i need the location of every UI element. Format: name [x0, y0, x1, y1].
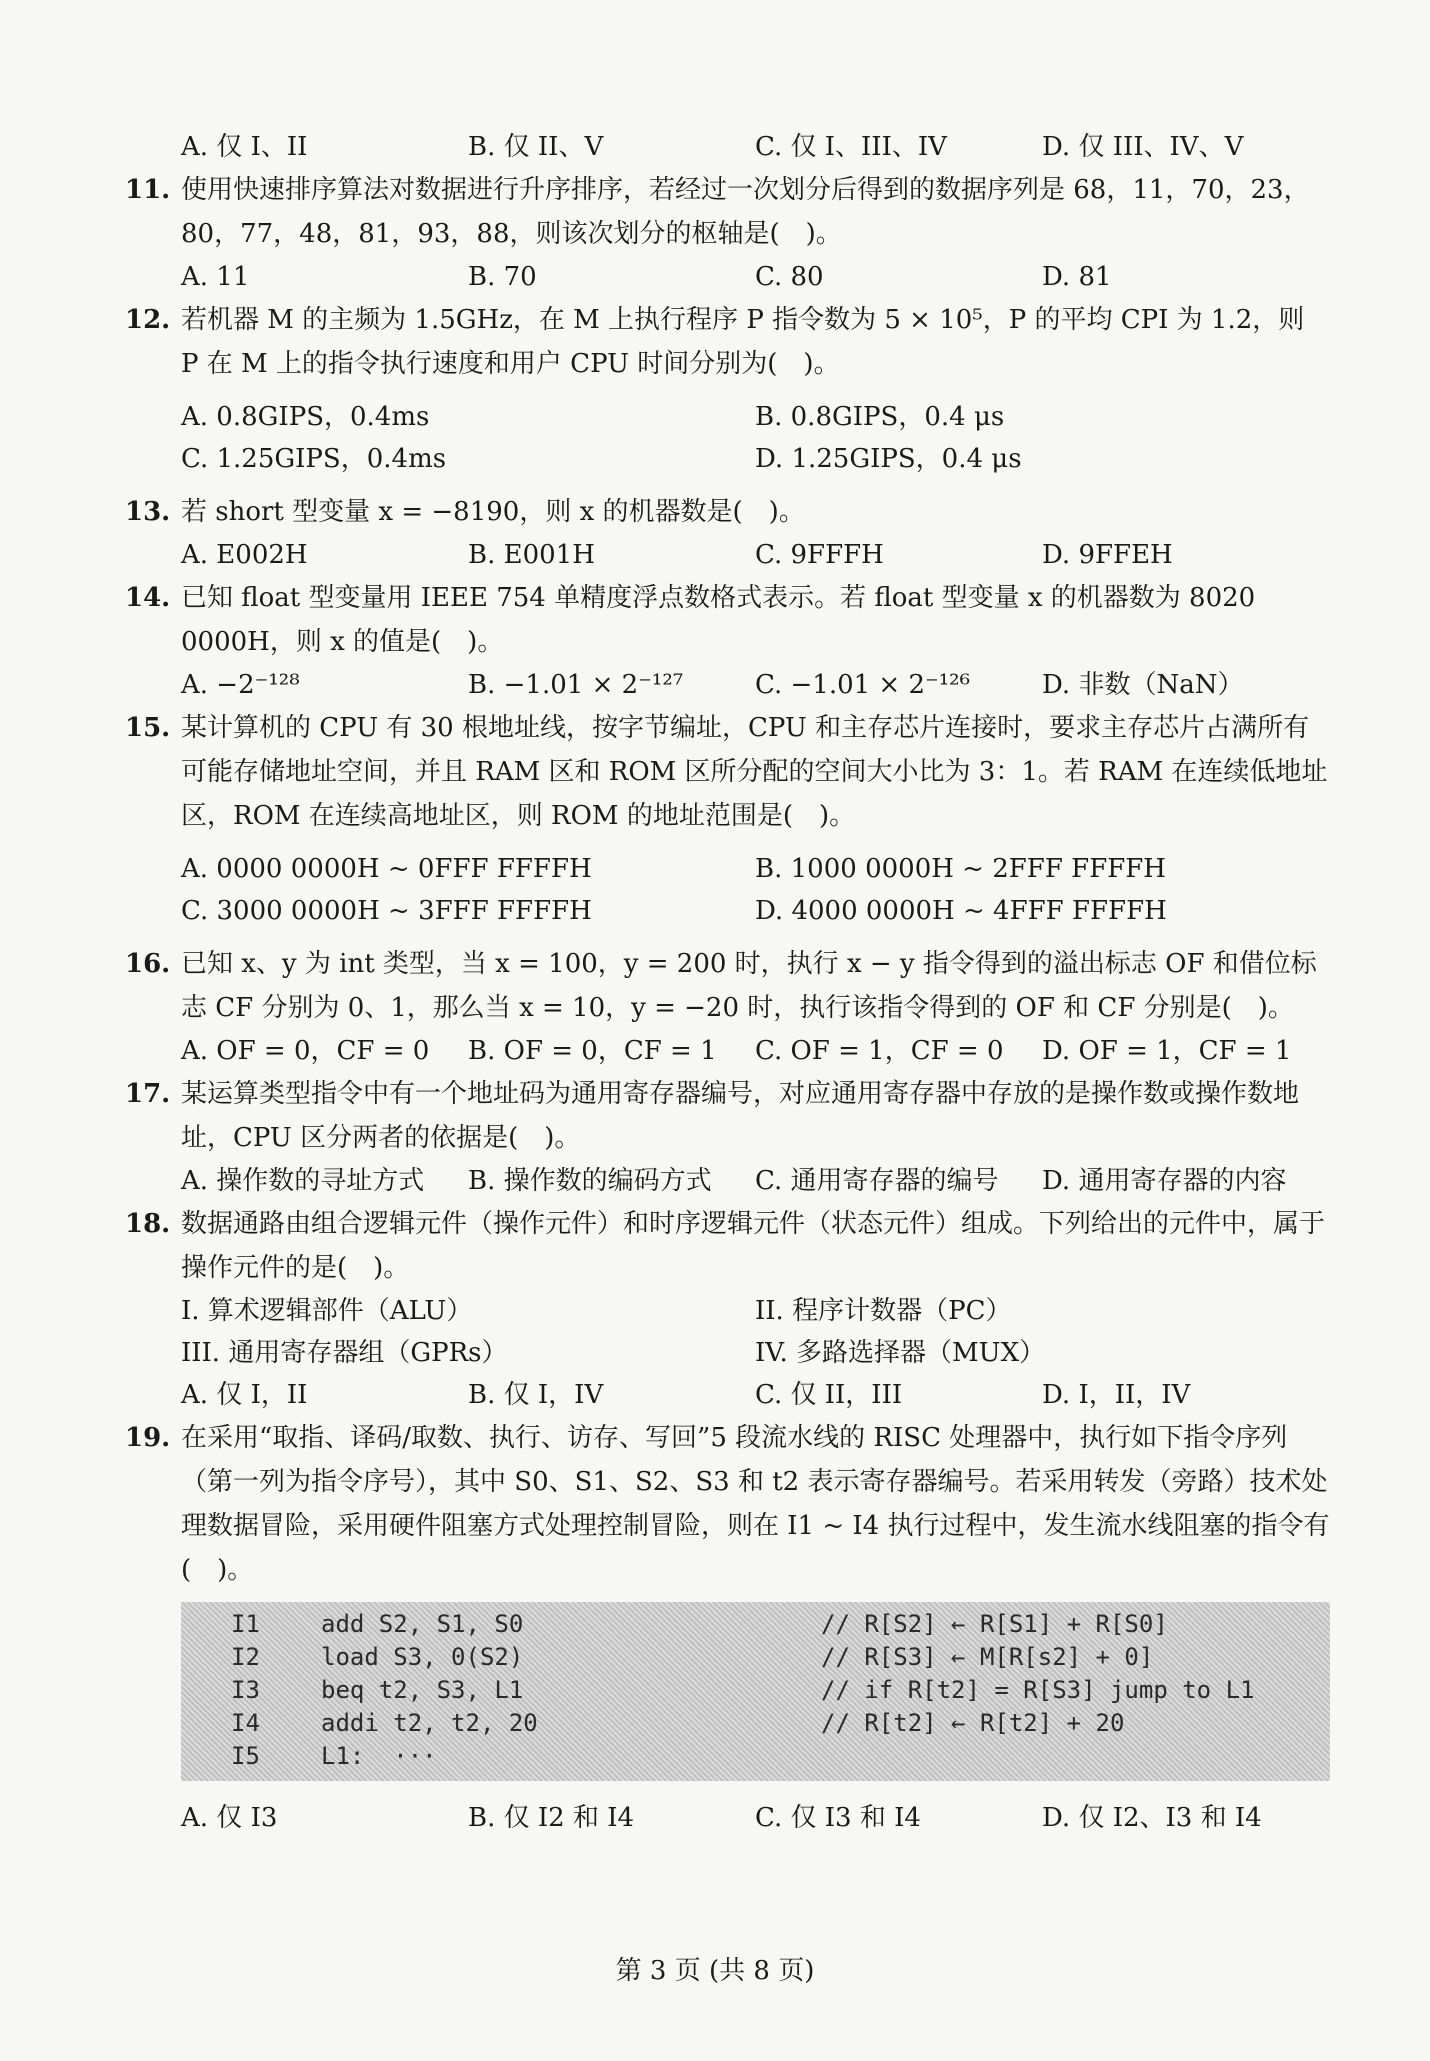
option-c: C. 3000 0000H ~ 3FFF FFFFH [181, 896, 592, 926]
question-number: 16. [125, 949, 171, 979]
code-line [181, 1608, 1330, 1641]
question-stem: 已知 float 型变量用 IEEE 754 单精度浮点数格式表示。若 float 型变量 x 的机器数为 8020 0000H，则 x 的值是( )。 [181, 583, 1256, 657]
option-a: A. OF = 0，CF = 0 [181, 1036, 430, 1066]
option-d: D. 81 [1042, 262, 1112, 292]
instruction-comment: // R[t2] ← R[t2] + 20 [821, 1709, 1125, 1737]
code-line [181, 1707, 1330, 1740]
question-18 [125, 1202, 1330, 1290]
question-number: 17. [125, 1079, 171, 1109]
question-stem: 在采用“取指、译码/取数、执行、访存、写回”5 段流水线的 RISC 处理器中，执行如下指令序列（第一列为指令序号），其中 S0、S1、S2、S3 和 t2 表示寄存器编号。若采用转发（旁路）技术处理数据冒险，采用硬件阻塞方式处理控制冒险，则在 I1 ~ I4 执行过程中，发生流水线阻塞的指令有( )。 [181, 1423, 1330, 1585]
instruction-comment [821, 1740, 1330, 1773]
q13-options [125, 534, 1330, 576]
option-a: A. 0000 0000H ~ 0FFF FFFFH [181, 854, 592, 884]
q12-options [125, 396, 1330, 480]
question-number: 13. [125, 497, 171, 527]
question-stem: 数据通路由组合逻辑元件（操作元件）和时序逻辑元件（状态元件）组成。下列给出的元件中，属于操作元件的是( )。 [181, 1209, 1326, 1283]
option-b: B. 0.8GIPS，0.4 μs [755, 402, 1005, 432]
option-c: C. 80 [755, 262, 824, 292]
q14-options [125, 664, 1330, 706]
q18-items [125, 1290, 1330, 1374]
question-14 [125, 576, 1330, 664]
instruction: addi t2, t2, 20 [321, 1709, 538, 1737]
page-content [125, 126, 1330, 1839]
option-b: B. −1.01 × 2⁻¹²⁷ [468, 670, 684, 700]
instruction-id: I4 [231, 1709, 260, 1737]
question-12 [125, 298, 1330, 386]
option-c: C. 仅 I3 和 I4 [755, 1803, 921, 1833]
instruction-comment: // if R[t2] = R[S3] jump to L1 [821, 1676, 1255, 1704]
question-13 [125, 490, 1330, 534]
option-a: A. −2⁻¹²⁸ [181, 670, 300, 700]
option-a: A. E002H [181, 540, 308, 570]
question-17 [125, 1072, 1330, 1160]
instruction-comment: // R[S3] ← M[R[s2] + 0] [821, 1643, 1154, 1671]
item-iii: III. 通用寄存器组（GPRs） [181, 1338, 508, 1368]
option-d: D. 非数（NaN） [1042, 670, 1244, 700]
question-stem: 已知 x、y 为 int 类型，当 x = 100，y = 200 时，执行 x − y 指令得到的溢出标志 OF 和借位标志 CF 分别为 0、1，那么当 x = 10，y = −20 时，执行该指令得到的 OF 和 CF 分别是( )。 [181, 949, 1317, 1023]
option-c: C. 仅 I、III、IV [755, 132, 947, 162]
question-number: 14. [125, 583, 171, 613]
instruction-id: I3 [231, 1676, 260, 1704]
option-d: D. 1.25GIPS，0.4 μs [755, 444, 1022, 474]
option-c: C. 9FFFH [755, 540, 884, 570]
question-16 [125, 942, 1330, 1030]
option-a: A. 仅 I3 [181, 1803, 278, 1833]
option-c: C. 1.25GIPS，0.4ms [181, 444, 447, 474]
option-d: D. 9FFEH [1042, 540, 1173, 570]
instruction-comment: // R[S2] ← R[S1] + R[S0] [821, 1610, 1168, 1638]
code-line [181, 1740, 1330, 1773]
instruction-id: I1 [231, 1610, 260, 1638]
question-stem: 使用快速排序算法对数据进行升序排序，若经过一次划分后得到的数据序列是 68，11，70，23，80，77，48，81，93，88，则该次划分的枢轴是( )。 [181, 175, 1310, 249]
question-number: 18. [125, 1209, 171, 1239]
instruction: add S2, S1, S0 [321, 1610, 524, 1638]
page-footer: 第 3 页 (共 8 页) [615, 1956, 815, 1986]
option-b: B. 仅 II、V [468, 132, 604, 162]
q18-options [125, 1374, 1330, 1416]
option-d: D. I，II，IV [1042, 1380, 1191, 1410]
instruction-id: I2 [231, 1643, 260, 1671]
option-b: B. 操作数的编码方式 [468, 1166, 712, 1196]
item-ii: II. 程序计数器（PC） [755, 1296, 1012, 1326]
question-19 [125, 1416, 1330, 1592]
question-stem: 若机器 M 的主频为 1.5GHz，在 M 上执行程序 P 指令数为 5 × 10⁵，P 的平均 CPI 为 1.2，则 P 在 M 上的指令执行速度和用户 CPU 时间分别为( )。 [181, 305, 1305, 379]
question-15 [125, 706, 1330, 838]
option-d: D. 仅 I2、I3 和 I4 [1042, 1803, 1262, 1833]
code-line [181, 1641, 1330, 1674]
q10-options [125, 126, 1330, 168]
option-a: A. 仅 I、II [181, 132, 308, 162]
instruction: L1: ··· [321, 1742, 437, 1770]
option-a: A. 0.8GIPS，0.4ms [181, 402, 430, 432]
option-a: A. 仅 I，II [181, 1380, 308, 1410]
item-iv: IV. 多路选择器（MUX） [755, 1338, 1046, 1368]
question-number: 19. [125, 1423, 171, 1453]
option-d: D. OF = 1，CF = 1 [1042, 1036, 1292, 1066]
code-block [181, 1602, 1330, 1781]
option-c: C. −1.01 × 2⁻¹²⁶ [755, 670, 971, 700]
instruction-id: I5 [231, 1742, 260, 1770]
option-c: C. OF = 1，CF = 0 [755, 1036, 1004, 1066]
option-d: D. 4000 0000H ~ 4FFF FFFFH [755, 896, 1167, 926]
question-stem: 某运算类型指令中有一个地址码为通用寄存器编号，对应通用寄存器中存放的是操作数或操作数地址，CPU 区分两者的依据是( )。 [181, 1079, 1300, 1153]
option-b: B. 70 [468, 262, 537, 292]
option-b: B. OF = 0，CF = 1 [468, 1036, 717, 1066]
question-number: 15. [125, 713, 171, 743]
option-b: B. 仅 I，IV [468, 1380, 604, 1410]
question-stem: 若 short 型变量 x = −8190，则 x 的机器数是( )。 [181, 497, 805, 527]
q11-options [125, 256, 1330, 298]
option-b: B. 仅 I2 和 I4 [468, 1803, 635, 1833]
code-line [181, 1674, 1330, 1707]
option-a: A. 11 [181, 262, 250, 292]
question-11 [125, 168, 1330, 256]
option-b: B. E001H [468, 540, 595, 570]
question-number: 12. [125, 305, 171, 335]
question-stem: 某计算机的 CPU 有 30 根地址线，按字节编址，CPU 和主存芯片连接时，要求主存芯片占满所有可能存储地址空间，并且 RAM 区和 ROM 区所分配的空间大小比为 3：1。若 RAM 在连续低地址区，ROM 在连续高地址区，则 ROM 的地址范围是( )。 [181, 713, 1328, 831]
option-d: D. 通用寄存器的内容 [1042, 1166, 1287, 1196]
item-i: I. 算术逻辑部件（ALU） [181, 1296, 473, 1326]
q17-options [125, 1160, 1330, 1202]
option-a: A. 操作数的寻址方式 [181, 1166, 425, 1196]
option-b: B. 1000 0000H ~ 2FFF FFFFH [755, 854, 1166, 884]
option-c: C. 仅 II，III [755, 1380, 903, 1410]
option-d: D. 仅 III、IV、V [1042, 132, 1244, 162]
q15-options [125, 848, 1330, 932]
question-number: 11. [125, 175, 171, 205]
q16-options [125, 1030, 1330, 1072]
instruction: load S3, 0(S2) [321, 1643, 524, 1671]
option-c: C. 通用寄存器的编号 [755, 1166, 999, 1196]
instruction: beq t2, S3, L1 [321, 1676, 524, 1704]
q19-options [125, 1797, 1330, 1839]
